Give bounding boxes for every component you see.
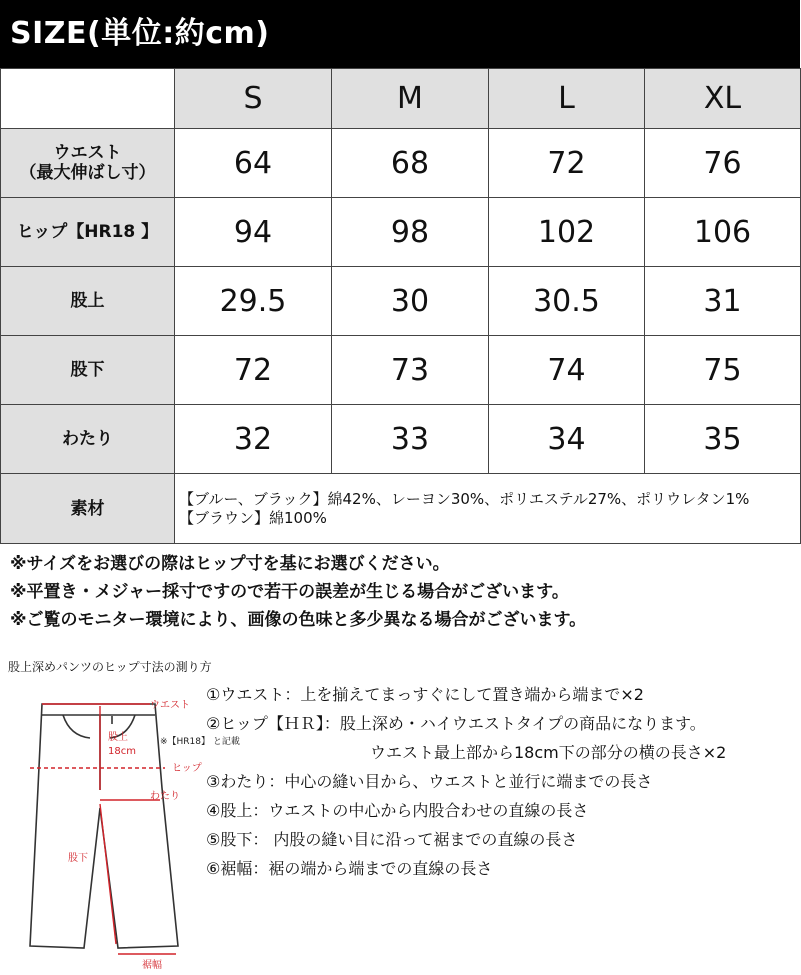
cell-hip-s: 94 bbox=[175, 198, 332, 267]
cell-inseam-m: 73 bbox=[332, 336, 489, 405]
size-header-row bbox=[1, 69, 801, 129]
row-label-material: 素材 bbox=[1, 474, 175, 544]
explanation-item: ③わたり：中心の縫い目から、ウエストと並行に端までの長さ bbox=[206, 772, 653, 791]
table-row-hip bbox=[1, 198, 801, 267]
table-corner bbox=[1, 69, 175, 129]
cell-inseam-l: 74 bbox=[489, 336, 645, 405]
note-item: ※ご覧のモニター環境により、画像の色味と多少異なる場合がございます。 bbox=[10, 610, 587, 630]
cell-hip-m: 98 bbox=[332, 198, 489, 267]
cell-hip-l: 102 bbox=[489, 198, 645, 267]
size-table bbox=[0, 68, 801, 544]
note-item: ※平置き・メジャー採寸ですので若干の誤差が生じる場合がございます。 bbox=[10, 582, 569, 602]
row-label-rise: 股上 bbox=[1, 267, 175, 336]
table-row-thigh bbox=[1, 405, 801, 474]
label-rise: 股上 bbox=[108, 732, 128, 743]
explanation-item: ⑥裾幅：裾の端から端までの直線の長さ bbox=[206, 859, 493, 878]
row-label-hip: ヒップ【HR18 】 bbox=[1, 198, 175, 267]
cell-rise-xl: 31 bbox=[645, 267, 801, 336]
cell-waist-m: 68 bbox=[332, 129, 489, 198]
col-header-s: S bbox=[175, 69, 332, 129]
label-rise-cm: 18cm bbox=[108, 746, 136, 757]
col-header-m: M bbox=[332, 69, 489, 129]
explanation-item: ④股上：ウエストの中心から内股合わせの直線の長さ bbox=[206, 801, 589, 820]
note-item: ※サイズをお選びの際はヒップ寸を基にお選びください。 bbox=[10, 554, 450, 574]
explanation-item: ①ウエスト：上を揃えてまっすぐにして置き端から端まで×2 bbox=[206, 685, 644, 704]
explanation-item: ⑤股下： 内股の縫い目に沿って裾までの直線の長さ bbox=[206, 830, 578, 849]
explanation-item: ウエスト最上部から18cm下の部分の横の長さ×2 bbox=[370, 743, 727, 762]
table-row-inseam bbox=[1, 336, 801, 405]
cell-inseam-s: 72 bbox=[175, 336, 332, 405]
size-notes bbox=[10, 550, 586, 634]
row-label-thigh: わたり bbox=[1, 405, 175, 474]
cell-rise-s: 29.5 bbox=[175, 267, 332, 336]
pants-outline bbox=[30, 704, 178, 948]
label-waist: ウエスト bbox=[150, 700, 190, 711]
label-hr-note: ※【HR18】 と記載 bbox=[160, 737, 240, 747]
cell-thigh-l: 34 bbox=[489, 405, 645, 474]
material-cell bbox=[175, 474, 801, 544]
label-thigh: わたり bbox=[150, 791, 180, 802]
cell-thigh-s: 32 bbox=[175, 405, 332, 474]
cell-rise-m: 30 bbox=[332, 267, 489, 336]
cell-inseam-xl: 75 bbox=[645, 336, 801, 405]
pants-illustration bbox=[0, 678, 240, 971]
measurement-explanations bbox=[206, 680, 726, 883]
label-hem: 裾幅 bbox=[142, 960, 162, 971]
material-line-2: 【ブラウン】綿100% bbox=[179, 508, 327, 527]
cell-rise-l: 30.5 bbox=[489, 267, 645, 336]
cell-hip-xl: 106 bbox=[645, 198, 801, 267]
explanation-item: ②ヒップ【ＨＲ】：股上深め・ハイウエストタイプの商品になります。 bbox=[206, 714, 706, 733]
col-header-l: L bbox=[489, 69, 645, 129]
cell-thigh-xl: 35 bbox=[645, 405, 801, 474]
label-hip: ヒップ bbox=[172, 763, 202, 774]
row-label-waist-main: ウエスト bbox=[53, 143, 122, 163]
material-line-1: 【ブルー、ブラック】綿42%、レーヨン30%、ポリエステル27%、ポリウレタン1% bbox=[179, 489, 750, 508]
row-label-waist bbox=[1, 129, 175, 198]
table-row-material bbox=[1, 474, 801, 544]
col-header-xl: XL bbox=[645, 69, 801, 129]
size-header bbox=[0, 0, 800, 68]
diagram-title: 股上深めパンツのヒップ寸法の測り方 bbox=[8, 660, 212, 674]
cell-waist-l: 72 bbox=[489, 129, 645, 198]
cell-waist-s: 64 bbox=[175, 129, 332, 198]
table-row-rise bbox=[1, 267, 801, 336]
inseam-line bbox=[100, 804, 116, 944]
label-inseam: 股下 bbox=[68, 853, 88, 864]
row-label-waist-sub: （最大伸ばし寸） bbox=[19, 163, 156, 183]
pants-diagram bbox=[0, 678, 240, 971]
cell-waist-xl: 76 bbox=[645, 129, 801, 198]
cell-thigh-m: 33 bbox=[332, 405, 489, 474]
table-row-waist bbox=[1, 129, 801, 198]
row-label-inseam: 股下 bbox=[1, 336, 175, 405]
size-title: SIZE(単位:約cm) bbox=[10, 16, 270, 51]
